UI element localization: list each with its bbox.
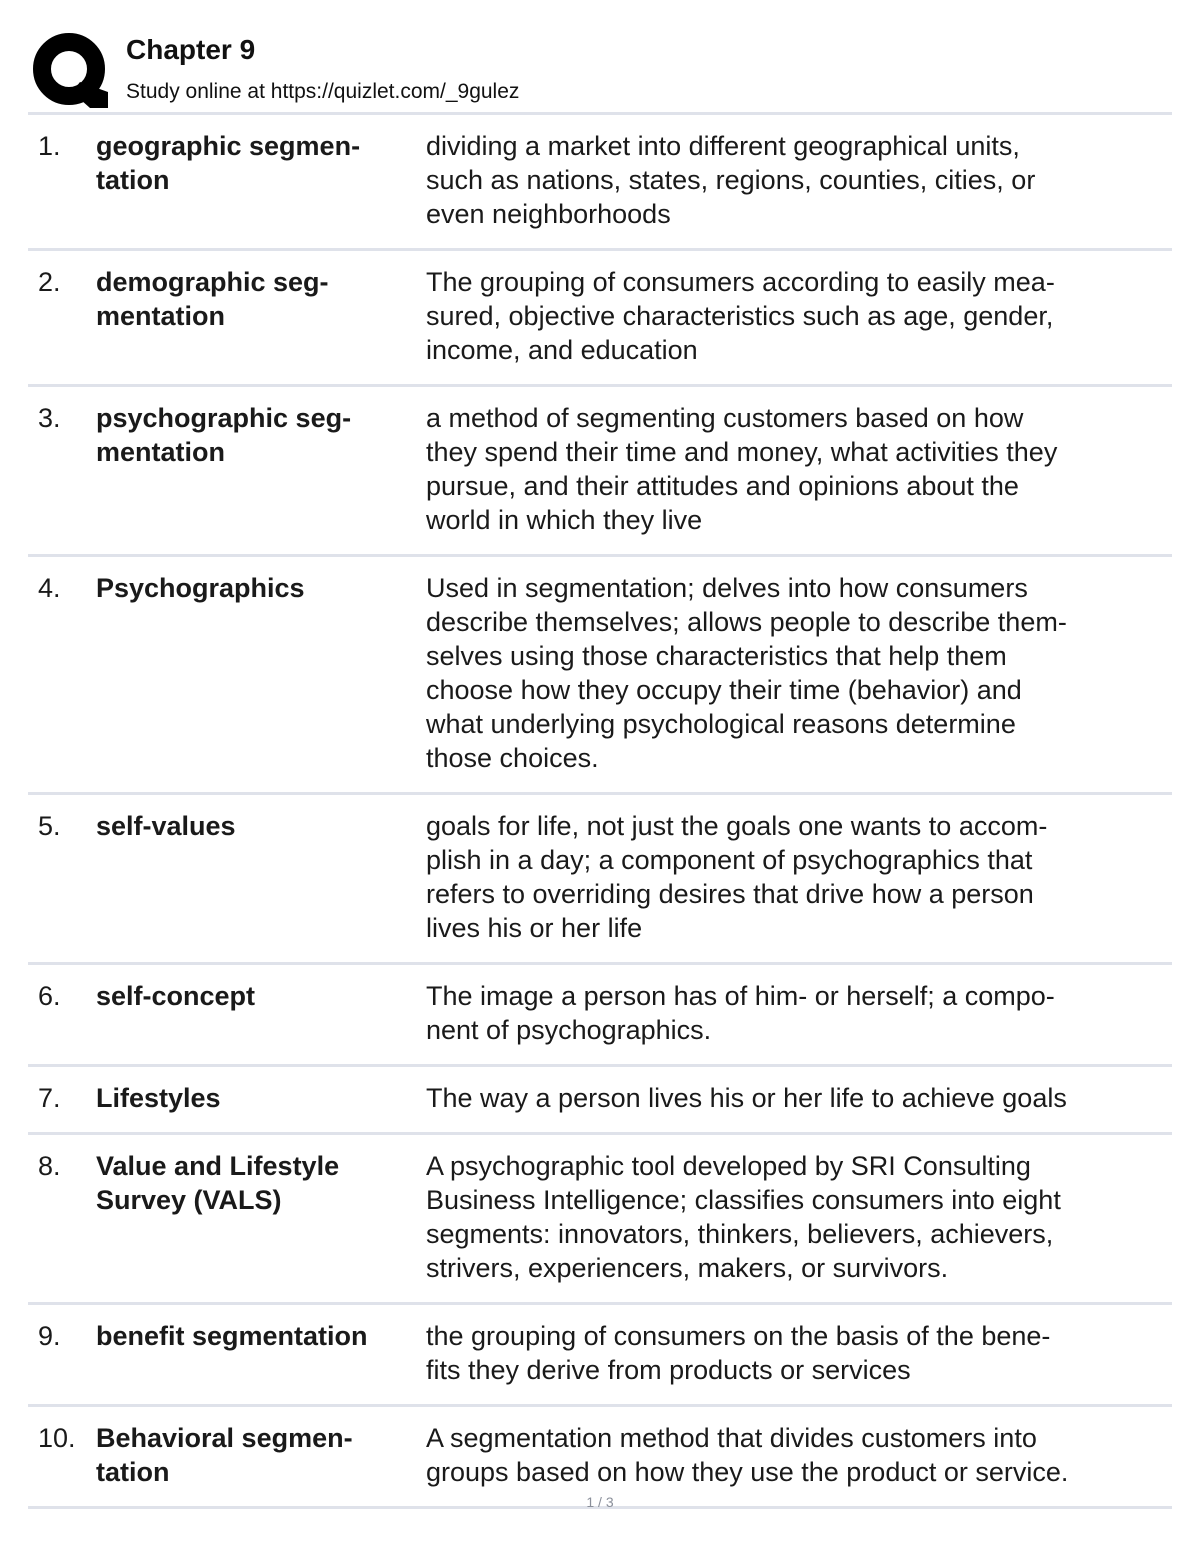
card-definition: A psychographic tool developed by SRI Consulting Business Intelligence; classifies consumers into eight segments: innovators, thinkers, believers, achievers, strivers, experiencers, makers, or survivors. (426, 1151, 1061, 1283)
list-item (28, 795, 1172, 965)
card-term: demographic seg- mentation (96, 267, 329, 331)
list-item (28, 1067, 1172, 1135)
flashcard-list (28, 112, 1172, 1509)
list-item (28, 115, 1172, 251)
card-definition: The way a person lives his or her life to achieve goals (426, 1083, 1067, 1113)
page-title: Chapter 9 (126, 34, 256, 65)
card-number: 9. (38, 1321, 61, 1351)
list-item (28, 1305, 1172, 1407)
card-number: 4. (38, 573, 61, 603)
card-number: 1. (38, 131, 61, 161)
quizlet-q-logo-icon (32, 32, 108, 108)
list-item (28, 251, 1172, 387)
card-term: psychographic seg- mentation (96, 403, 352, 467)
list-item (28, 1135, 1172, 1305)
card-definition: A segmentation method that divides customers into groups based on how they use the product or service. (426, 1423, 1069, 1487)
card-number: 8. (38, 1151, 61, 1181)
study-link[interactable]: Study online at https://quizlet.com/_9gulez (126, 80, 520, 103)
card-definition: The image a person has of him- or herself; a compo- nent of psychographics. (426, 981, 1055, 1045)
card-definition: goals for life, not just the goals one wants to accom- plish in a day; a component of psychographics that refers to overriding desires that drive how a person lives his or her life (426, 811, 1048, 943)
list-item (28, 557, 1172, 795)
card-definition: the grouping of consumers on the basis of the bene- fits they derive from products or services (426, 1321, 1051, 1385)
card-number: 3. (38, 403, 61, 433)
page-number: 1 / 3 (586, 1494, 614, 1510)
card-definition: The grouping of consumers according to easily mea- sured, objective characteristics such as age, gender, income, and education (426, 267, 1055, 365)
card-term: self-values (96, 811, 236, 841)
card-term: self-concept (96, 981, 256, 1011)
list-item (28, 965, 1172, 1067)
page-header (28, 28, 1172, 112)
card-definition: dividing a market into different geographical units, such as nations, states, regions, counties, cities, or even neighborhoods (426, 131, 1036, 229)
list-item (28, 387, 1172, 557)
card-number: 2. (38, 267, 61, 297)
card-definition: Used in segmentation; delves into how consumers describe themselves; allows people to describe them- selves using those characteristics that help them choose how they occupy their time (behavior) and what underlying psychological reasons determine those choices. (426, 573, 1067, 773)
card-term: Psychographics (96, 573, 305, 603)
card-term: benefit segmentation (96, 1321, 368, 1351)
card-number: 7. (38, 1083, 61, 1113)
card-number: 6. (38, 981, 61, 1011)
card-definition: a method of segmenting customers based on how they spend their time and money, what activities they pursue, and their attitudes and opinions about the world in which they live (426, 403, 1058, 535)
card-number: 10. (38, 1423, 76, 1453)
card-number: 5. (38, 811, 61, 841)
card-term: Lifestyles (96, 1083, 221, 1113)
card-term: Behavioral segmen- tation (96, 1423, 353, 1487)
card-term: geographic segmen- tation (96, 131, 361, 195)
card-term: Value and Lifestyle Survey (VALS) (96, 1151, 340, 1215)
